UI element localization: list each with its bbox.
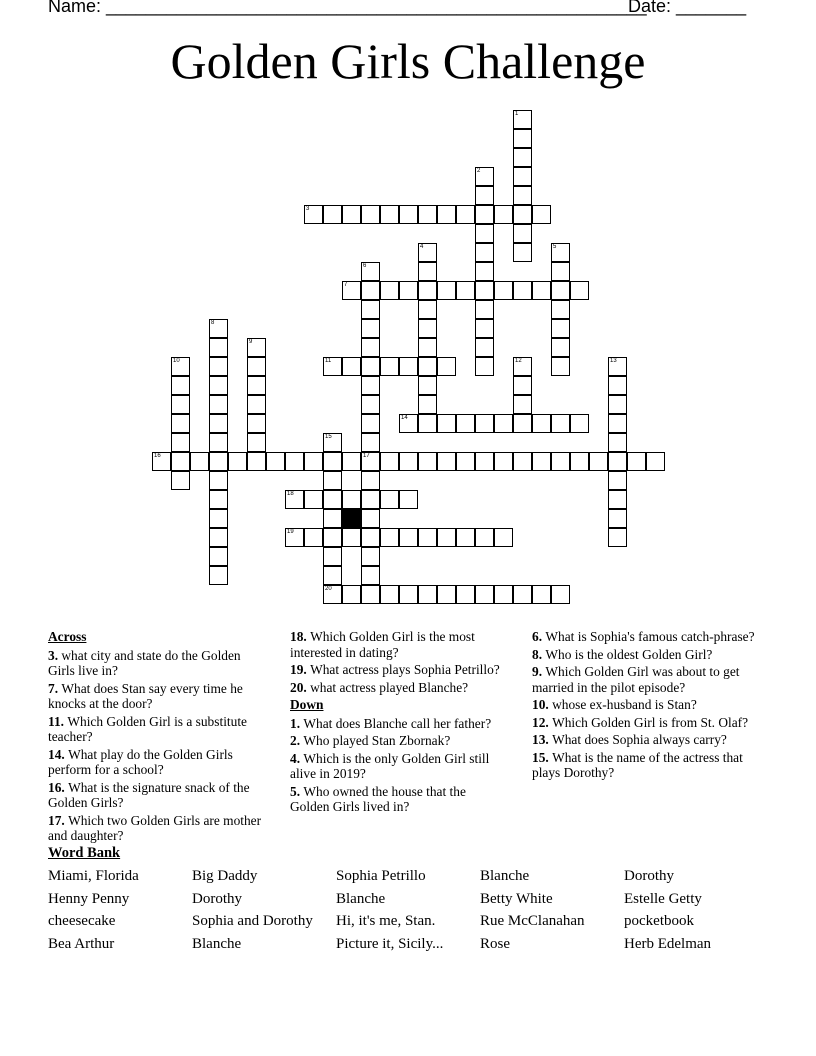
clue-text: Who is the oldest Golden Girl? [545, 646, 713, 662]
grid-cell[interactable] [475, 224, 494, 243]
grid-cell[interactable] [589, 452, 608, 471]
grid-cell[interactable] [247, 414, 266, 433]
grid-cell[interactable] [361, 490, 380, 509]
word-bank-item: Herb Edelman [624, 936, 712, 952]
grid-cell[interactable] [342, 452, 361, 471]
word-bank-item: pocketbook [624, 913, 694, 929]
grid-cell[interactable] [285, 452, 304, 471]
grid-cell[interactable] [513, 167, 532, 186]
grid-cell[interactable] [475, 186, 494, 205]
clue-text: What does Sophia always carry? [552, 732, 727, 747]
grid-cell[interactable] [380, 205, 399, 224]
word-bank-item: Hi, it's me, Stan. [336, 913, 436, 929]
down-heading: Down [290, 697, 324, 712]
clue-number: 10 [173, 358, 180, 364]
grid-cell[interactable] [475, 243, 494, 262]
word-bank-item: cheesecake [48, 913, 116, 929]
clue-text: Which Golden Girl is from St. Olaf? [552, 714, 749, 730]
grid-cell[interactable] [513, 148, 532, 167]
down-clue [290, 733, 505, 749]
word-bank-item: Miami, Florida [48, 868, 139, 884]
grid-cell[interactable] [323, 547, 342, 566]
grid-cell[interactable] [475, 414, 494, 433]
grid-cell[interactable] [532, 281, 551, 300]
grid-cell[interactable] [228, 452, 247, 471]
grid-cell[interactable] [171, 471, 190, 490]
grid-cell[interactable] [342, 585, 361, 604]
grid-cell[interactable] [494, 452, 513, 471]
clue-number: 13. [532, 732, 553, 747]
grid-cell[interactable] [456, 205, 475, 224]
grid-cell[interactable] [532, 414, 551, 433]
grid-cell[interactable] [399, 490, 418, 509]
clue-number: 8 [211, 320, 215, 326]
grid-cell[interactable] [323, 452, 342, 471]
clue-text: What does Stan say every time he knocks at the door? [48, 680, 243, 711]
grid-cell[interactable] [266, 452, 285, 471]
across-clue [290, 680, 505, 696]
grid-cell[interactable] [532, 452, 551, 471]
across-clue [48, 747, 263, 778]
clue-number: 12 [515, 358, 522, 364]
across-clue [290, 629, 505, 660]
grid-cell[interactable] [437, 281, 456, 300]
grid-cell[interactable] [171, 376, 190, 395]
grid-cell[interactable] [551, 319, 570, 338]
clues-column-2 [290, 629, 505, 817]
grid-cell[interactable] [209, 338, 228, 357]
clue-number: 18 [287, 491, 294, 497]
grid-cell[interactable] [551, 281, 570, 300]
grid-cell[interactable] [437, 528, 456, 547]
grid-cell[interactable] [209, 376, 228, 395]
grid-cell[interactable] [171, 452, 190, 471]
grid-cell[interactable] [494, 281, 513, 300]
grid-cell[interactable] [456, 452, 475, 471]
grid-cell[interactable] [361, 509, 380, 528]
clue-number: 18. [290, 629, 311, 644]
grid-cell[interactable] [494, 205, 513, 224]
grid-cell[interactable] [608, 509, 627, 528]
clue-number: 1 [515, 111, 519, 117]
word-bank-item: Dorothy [192, 891, 242, 907]
grid-cell[interactable] [513, 224, 532, 243]
grid-cell[interactable] [342, 528, 361, 547]
down-clue [532, 664, 762, 695]
down-clue [532, 750, 762, 781]
across-clue [48, 714, 263, 745]
word-bank-item: Rose [480, 936, 510, 952]
across-clue [48, 681, 263, 712]
down-clue [532, 715, 762, 731]
grid-cell[interactable] [399, 205, 418, 224]
grid-cell[interactable] [247, 376, 266, 395]
clue-text: What is the signature snack of the Golden Girls? [48, 779, 250, 810]
down-clue [532, 647, 762, 663]
word-bank-item: Blanche [480, 868, 530, 884]
grid-cell[interactable] [361, 471, 380, 490]
clue-text: What is the name of the actress that plays Dorothy? [532, 749, 743, 780]
clue-number: 2. [290, 733, 304, 748]
grid-cell[interactable] [209, 509, 228, 528]
grid-cell[interactable] [513, 243, 532, 262]
clue-text: What is Sophia's famous catch-phrase? [545, 629, 755, 644]
grid-cell[interactable] [323, 471, 342, 490]
word-bank-item: Picture it, Sicily... [336, 936, 444, 952]
grid-cell[interactable] [456, 281, 475, 300]
grid-cell[interactable] [513, 129, 532, 148]
grid-cell[interactable] [399, 452, 418, 471]
grid-cell[interactable] [399, 528, 418, 547]
word-bank-title: Word Bank [48, 845, 121, 861]
grid-cell[interactable] [418, 205, 437, 224]
clue-number: 19 [287, 529, 294, 535]
grid-cell[interactable] [513, 281, 532, 300]
grid-cell[interactable] [304, 452, 323, 471]
across-clue [48, 813, 263, 844]
clues-column-1 [48, 629, 263, 846]
grid-cell[interactable] [475, 452, 494, 471]
word-bank-item: Sophia and Dorothy [192, 913, 313, 929]
clue-number: 14. [48, 746, 69, 762]
clue-number: 15 [325, 434, 332, 440]
clue-number: 14 [401, 415, 408, 421]
down-clue [290, 784, 505, 815]
grid-cell[interactable] [608, 528, 627, 547]
grid-cell[interactable] [513, 414, 532, 433]
grid-cell[interactable] [418, 528, 437, 547]
word-bank-item: Henny Penny [48, 891, 130, 907]
clue-number: 16 [154, 453, 161, 459]
word-bank-item: Blanche [336, 891, 386, 907]
grid-cell[interactable] [608, 490, 627, 509]
name-field-label: Name: ______________________________________________________ [48, 0, 647, 16]
clue-number: 10. [532, 697, 553, 712]
grid-cell[interactable] [532, 585, 551, 604]
grid-cell[interactable] [209, 471, 228, 490]
clue-number: 1. [290, 715, 304, 731]
clue-number: 4. [290, 750, 304, 766]
across-heading: Across [48, 629, 87, 644]
grid-cell[interactable] [532, 205, 551, 224]
grid-cell[interactable] [361, 205, 380, 224]
grid-cell[interactable] [475, 319, 494, 338]
grid-cell[interactable] [608, 395, 627, 414]
grid-cell[interactable] [551, 300, 570, 319]
grid-cell[interactable] [209, 395, 228, 414]
grid-cell[interactable] [361, 547, 380, 566]
grid-cell[interactable] [361, 319, 380, 338]
clue-number: 3. [48, 647, 62, 663]
grid-cell[interactable] [475, 528, 494, 547]
word-bank-item: Betty White [480, 891, 553, 907]
clue-number: 16. [48, 779, 69, 795]
grid-cell[interactable] [475, 205, 494, 224]
grid-cell[interactable] [551, 452, 570, 471]
page-title: Golden Girls Challenge [170, 33, 646, 89]
grid-cell[interactable] [171, 395, 190, 414]
down-clue [290, 751, 505, 782]
grid-cell[interactable] [361, 414, 380, 433]
grid-cell[interactable] [209, 452, 228, 471]
clue-text: whose ex-husband is Stan? [552, 697, 697, 712]
grid-cell[interactable] [418, 338, 437, 357]
grid-cell[interactable] [494, 414, 513, 433]
grid-cell[interactable] [475, 281, 494, 300]
grid-cell[interactable] [361, 585, 380, 604]
clue-number: 7 [344, 282, 348, 288]
clue-number: 6. [532, 629, 546, 644]
word-bank-item: Dorothy [624, 868, 674, 884]
grid-cell[interactable] [209, 547, 228, 566]
grid-cell[interactable] [551, 585, 570, 604]
grid-cell[interactable] [646, 452, 665, 471]
across-clue [48, 648, 263, 679]
grid-cell[interactable] [399, 281, 418, 300]
clue-text: What actress plays Sophia Petrillo? [310, 662, 500, 677]
grid-cell[interactable] [380, 490, 399, 509]
grid-cell[interactable] [418, 395, 437, 414]
clue-text: Which Golden Girl was about to get married in the pilot episode? [532, 664, 740, 695]
clue-number: 11 [325, 358, 332, 364]
grid-cell[interactable] [513, 452, 532, 471]
word-bank-item: Sophia Petrillo [336, 868, 426, 884]
grid-cell[interactable] [475, 338, 494, 357]
grid-cell[interactable] [570, 414, 589, 433]
grid-cell[interactable] [209, 433, 228, 452]
grid-cell[interactable] [513, 585, 532, 604]
clue-text: Which two Golden Girls are mother and daughter? [48, 812, 262, 843]
grid-cell[interactable] [342, 205, 361, 224]
grid-cell[interactable] [361, 300, 380, 319]
word-bank-item: Estelle Getty [624, 891, 702, 907]
grid-cell[interactable] [475, 585, 494, 604]
grid-cell[interactable] [418, 262, 437, 281]
clue-number: 9. [532, 664, 546, 679]
grid-cell[interactable] [209, 566, 228, 585]
clue-number: 20 [325, 586, 332, 592]
clue-number: 20. [290, 679, 311, 695]
grid-cell[interactable] [494, 585, 513, 604]
grid-cell[interactable] [171, 433, 190, 452]
clue-text: Which is the only Golden Girl still alive in 2019? [290, 750, 490, 781]
grid-cell[interactable] [456, 414, 475, 433]
grid-cell[interactable] [323, 205, 342, 224]
clue-number: 15. [532, 749, 553, 765]
grid-cell[interactable] [361, 338, 380, 357]
clue-number: 7. [48, 680, 62, 696]
grid-cell[interactable] [475, 300, 494, 319]
grid-cell[interactable] [418, 357, 437, 376]
grid-cell[interactable] [418, 376, 437, 395]
grid-cell[interactable] [418, 585, 437, 604]
clue-text: what actress played Blanche? [310, 679, 469, 695]
clue-number: 2 [477, 168, 481, 174]
clue-number: 12. [532, 714, 553, 730]
word-bank-item: Blanche [192, 936, 242, 952]
grid-cell[interactable] [171, 414, 190, 433]
word-bank-item: Rue McClanahan [480, 913, 585, 929]
clue-number: 13 [610, 358, 617, 364]
grid-cell[interactable] [437, 414, 456, 433]
grid-cell[interactable] [342, 490, 361, 509]
grid-cell[interactable] [323, 509, 342, 528]
grid-cell[interactable] [247, 357, 266, 376]
grid-cell[interactable] [323, 566, 342, 585]
grid-cell[interactable] [361, 357, 380, 376]
grid-cell[interactable] [513, 205, 532, 224]
grid-cell[interactable] [418, 300, 437, 319]
grid-cell[interactable] [399, 585, 418, 604]
clue-text: Who played Stan Zbornak? [303, 733, 451, 748]
grid-cell[interactable] [380, 281, 399, 300]
grid-cell[interactable] [361, 528, 380, 547]
grid-cell[interactable] [380, 585, 399, 604]
grid-cell[interactable] [627, 452, 646, 471]
grid-cell[interactable] [494, 528, 513, 547]
grid-cell[interactable] [209, 490, 228, 509]
grid-cell[interactable] [437, 585, 456, 604]
clue-number: 3 [306, 206, 310, 212]
grid-cell[interactable] [551, 338, 570, 357]
clue-number: 4 [420, 244, 424, 250]
grid-cell[interactable] [247, 452, 266, 471]
grid-cell[interactable] [361, 395, 380, 414]
clues-column-3 [532, 629, 762, 783]
grid-cell[interactable] [437, 357, 456, 376]
grid-cell[interactable] [570, 452, 589, 471]
word-bank-item: Bea Arthur [48, 936, 115, 952]
grid-cell[interactable] [190, 452, 209, 471]
clue-number: 8. [532, 646, 546, 662]
across-clue [290, 662, 505, 678]
grid-cell[interactable] [551, 414, 570, 433]
clue-number: 11. [48, 713, 68, 729]
grid-cell[interactable] [475, 262, 494, 281]
grid-cell[interactable] [247, 433, 266, 452]
grid-cell[interactable] [418, 319, 437, 338]
clue-number: 5 [553, 244, 557, 250]
black-square [342, 509, 361, 528]
clue-number: 9 [249, 339, 253, 345]
grid-cell[interactable] [399, 357, 418, 376]
clue-number: 19. [290, 662, 311, 677]
grid-cell[interactable] [513, 395, 532, 414]
grid-cell[interactable] [513, 376, 532, 395]
grid-cell[interactable] [551, 357, 570, 376]
grid-cell[interactable] [456, 528, 475, 547]
grid-cell[interactable] [437, 205, 456, 224]
grid-cell[interactable] [456, 585, 475, 604]
clue-text: Which Golden Girl is the most interested in dating? [290, 629, 475, 660]
grid-cell[interactable] [608, 471, 627, 490]
grid-cell[interactable] [475, 357, 494, 376]
grid-cell[interactable] [380, 357, 399, 376]
grid-cell[interactable] [304, 490, 323, 509]
clue-number: 5. [290, 783, 304, 799]
clue-number: 17 [363, 453, 370, 459]
grid-cell[interactable] [551, 262, 570, 281]
grid-cell[interactable] [323, 528, 342, 547]
grid-cell[interactable] [209, 414, 228, 433]
date-field-label: Date: _______ [628, 0, 747, 16]
grid-cell[interactable] [380, 528, 399, 547]
grid-cell[interactable] [608, 433, 627, 452]
grid-cell[interactable] [247, 395, 266, 414]
clue-text: Which Golden Girl is a substitute teacher? [48, 713, 247, 744]
word-bank-item: Big Daddy [192, 868, 258, 884]
grid-cell[interactable] [361, 281, 380, 300]
grid-cell[interactable] [209, 357, 228, 376]
grid-cell[interactable] [361, 566, 380, 585]
grid-cell[interactable] [304, 528, 323, 547]
clue-number: 6 [363, 263, 367, 269]
clue-text: what city and state do the Golden Girls live in? [48, 647, 241, 678]
grid-cell[interactable] [570, 281, 589, 300]
grid-cell[interactable] [418, 452, 437, 471]
clue-number: 17. [48, 812, 69, 828]
down-clue [532, 629, 762, 645]
grid-cell[interactable] [437, 452, 456, 471]
grid-cell[interactable] [418, 414, 437, 433]
grid-cell[interactable] [513, 186, 532, 205]
down-clue [532, 697, 762, 713]
clue-text: What does Blanche call her father? [303, 715, 492, 731]
clue-text: Who owned the house that the Golden Girls lived in? [290, 783, 466, 814]
clue-text: What play do the Golden Girls perform for a school? [48, 746, 233, 777]
grid-cell[interactable] [342, 357, 361, 376]
down-clue [290, 716, 505, 732]
down-clue [532, 732, 762, 748]
grid-cell[interactable] [608, 376, 627, 395]
grid-cell[interactable] [380, 452, 399, 471]
grid-cell[interactable] [361, 376, 380, 395]
grid-cell[interactable] [323, 490, 342, 509]
grid-cell[interactable] [608, 414, 627, 433]
grid-cell[interactable] [608, 452, 627, 471]
across-clue [48, 780, 263, 811]
grid-cell[interactable] [361, 433, 380, 452]
grid-cell[interactable] [209, 528, 228, 547]
grid-cell[interactable] [418, 281, 437, 300]
